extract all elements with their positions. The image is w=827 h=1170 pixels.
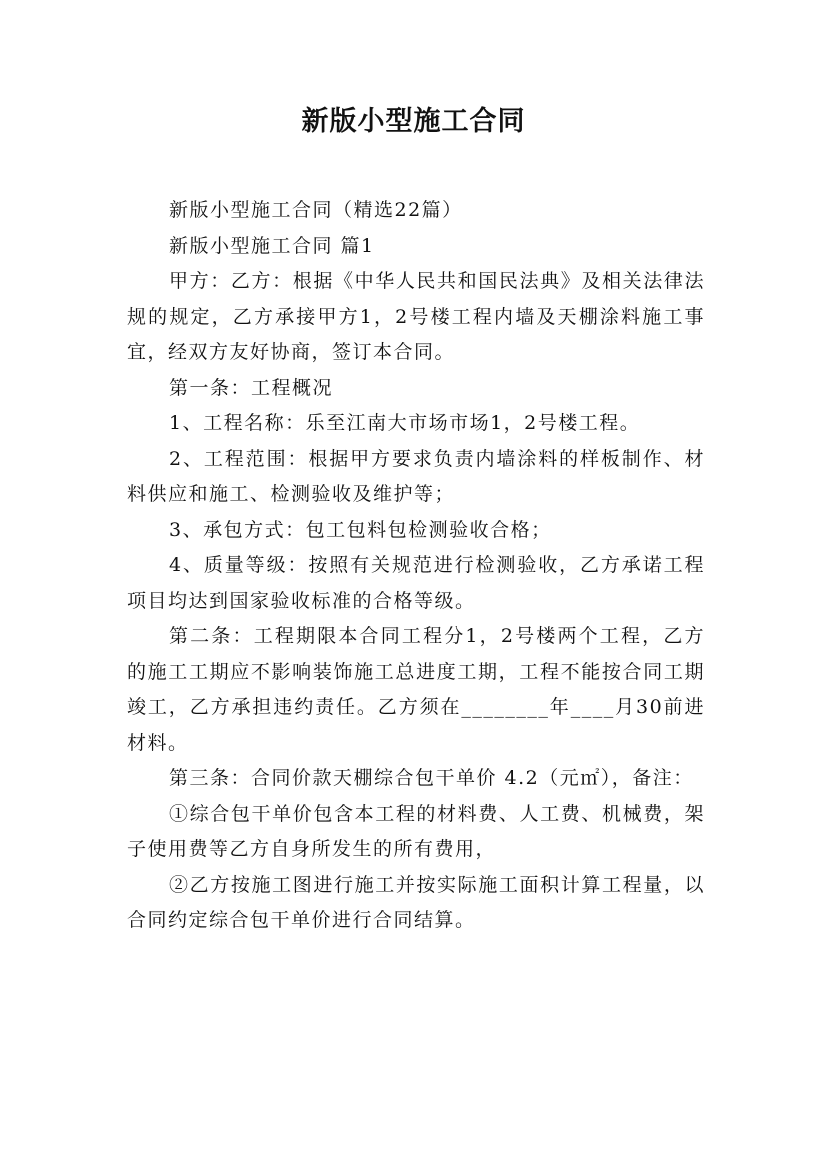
document-title: 新版小型施工合同 <box>301 106 526 137</box>
paragraph-note-2: ②乙方按施工图进行施工并按实际施工面积计算工程量，以合同约定综合包干单价进行合同结算。 <box>127 873 705 931</box>
paragraph-section-heading: 新版小型施工合同 篇1 <box>169 234 375 257</box>
paragraph-note-1: ①综合包干单价包含本工程的材料费、人工费、机械费，架子使用费等乙方自身所发生的所有费用， <box>127 802 705 860</box>
paragraph-article-1: 第一条：工程概况 <box>169 376 334 399</box>
paragraph-quality-grade: 4、质量等级：按照有关规范进行检测验收，乙方承诺工程项目均达到国家验收标准的合格等级。 <box>127 554 705 612</box>
document-body <box>127 193 705 939</box>
paragraph-subtitle: 新版小型施工合同（精选22篇） <box>169 199 463 221</box>
paragraph-contract-mode: 3、承包方式：包工包料包检测验收合格； <box>169 518 552 541</box>
paragraph-project-scope: 2、工程范围：根据甲方要求负责内墙涂料的样板制作、材料供应和施工、检测验收及维护等； <box>127 447 705 505</box>
paragraph-article-2: 第二条：工程期限本合同工程分1，2号楼两个工程，乙方的施工工期应不影响装饰施工总进度工期，工程不能按合同工期竣工，乙方承担违约责任。乙方须在________年____月30前进材料。 <box>127 625 705 754</box>
paragraph-project-name: 1、工程名称：乐至江南大市场市场1，2号楼工程。 <box>169 412 641 434</box>
paragraph-parties: 甲方：乙方：根据《中华人民共和国民法典》及相关法律法规的规定，乙方承接甲方1，2号楼工程内墙及天棚涂料施工事宜，经双方友好协商，签订本合同。 <box>127 270 705 363</box>
paragraph-article-3: 第三条：合同价款天棚综合包干单价 4.2（元㎡），备注： <box>169 767 694 789</box>
